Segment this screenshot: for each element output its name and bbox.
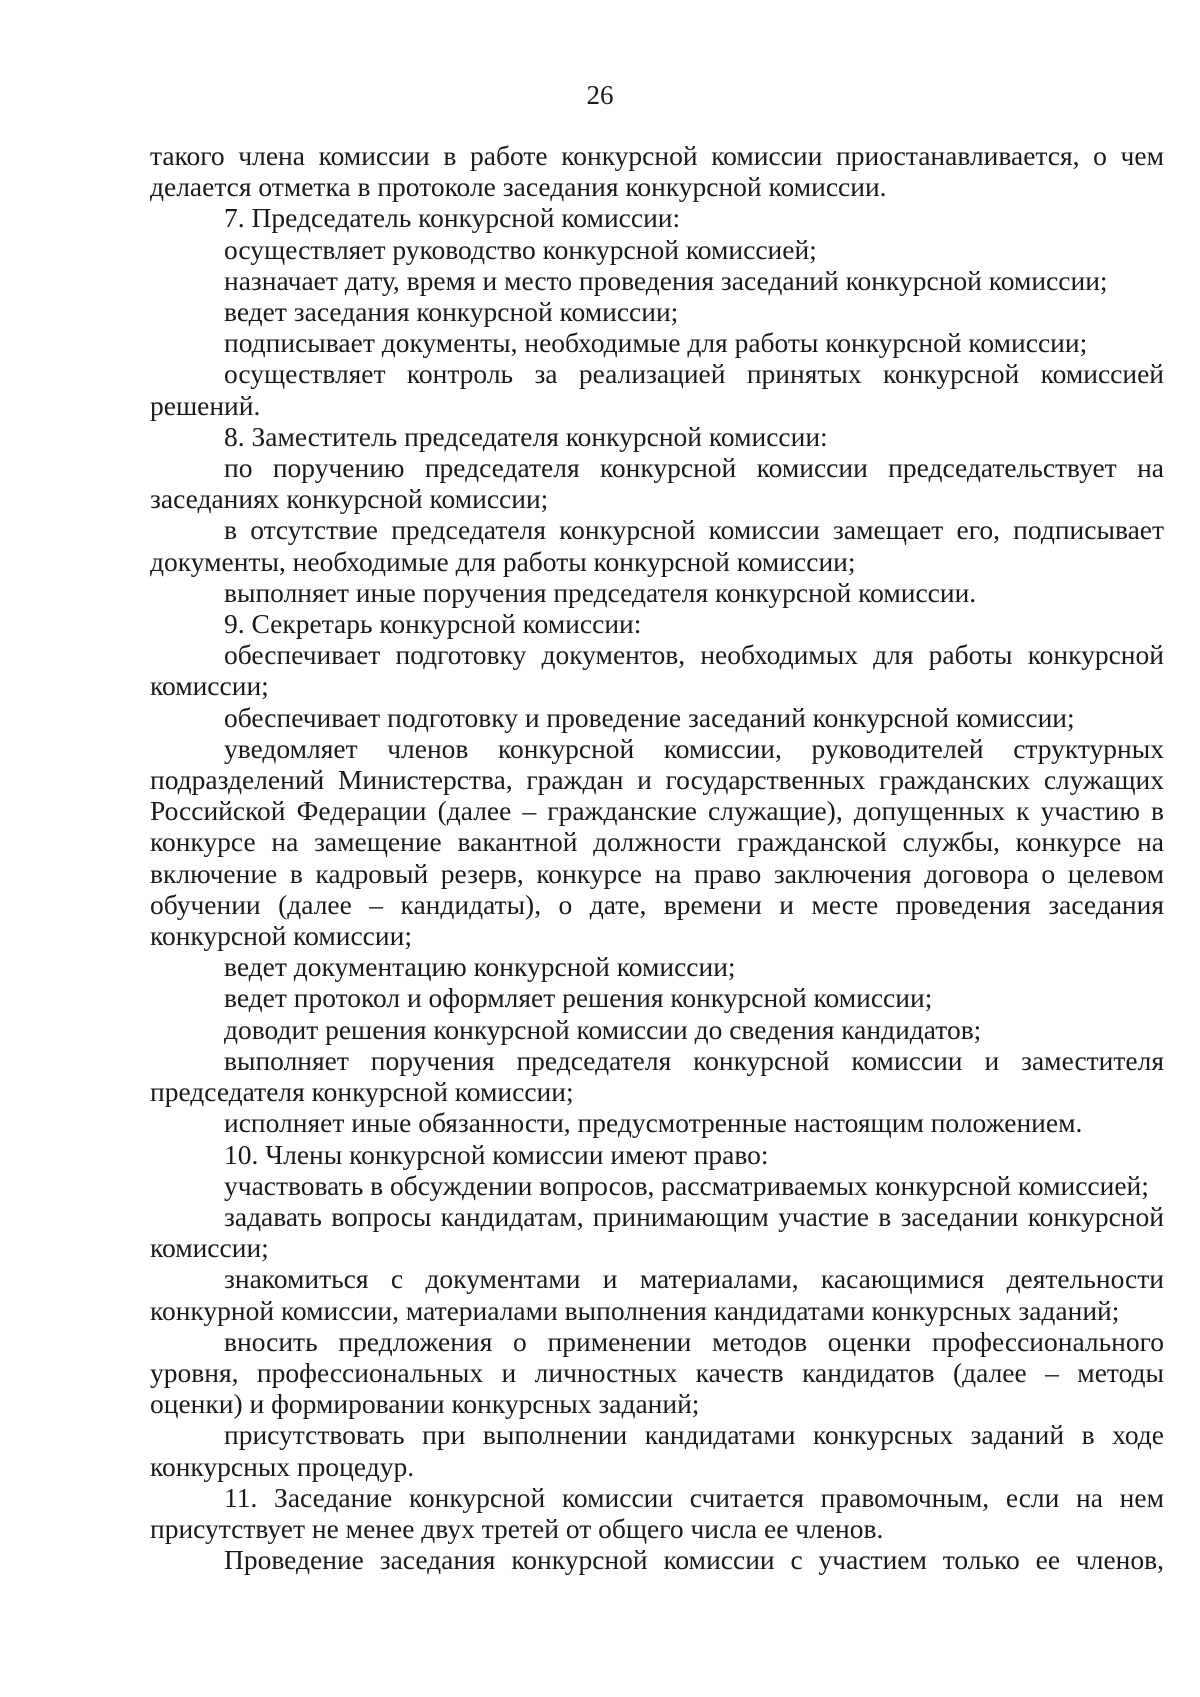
paragraph: Проведение заседания конкурсной комиссии с участием только ее членов, bbox=[224, 1544, 1164, 1576]
paragraph: исполняет иные обязанности, предусмотренные настоящим положением. bbox=[224, 1107, 1083, 1139]
paragraph: ведет протокол и оформляет решения конкурсной комиссии; bbox=[224, 982, 933, 1014]
paragraph: 7. Председатель конкурсной комиссии: bbox=[224, 202, 681, 234]
paragraph: уведомляет членов конкурсной комиссии, руководителей структурных подразделений Министерства, граждан и государственных гражданских служащих Российской Федерации (далее – гражданские служащие), допущенных к участию в конкурсе на замещение вакантной должности гражданской службы, конкурсе на включение в кадровый резерв, конкурсе на право заключения договора о целевом обучении (далее – кандидаты), о дате, времени и месте проведения заседания конкурсной комиссии; bbox=[150, 732, 1164, 952]
paragraph: задавать вопросы кандидатам, принимающим участие в заседании конкурсной комиссии; bbox=[150, 1200, 1164, 1264]
paragraph: ведет заседания конкурсной комиссии; bbox=[224, 296, 679, 328]
paragraph: вносить предложения о применении методов оценки профессионального уровня, профессиональных и личностных качеств кандидатов (далее – методы оценки) и формировании конкурсных заданий; bbox=[150, 1325, 1164, 1420]
paragraph: обеспечивает подготовку и проведение заседаний конкурсной комиссии; bbox=[224, 701, 1075, 733]
paragraph: 8. Заместитель председателя конкурсной комиссии: bbox=[224, 420, 828, 452]
paragraph: 10. Члены конкурсной комиссии имеют право: bbox=[224, 1138, 769, 1170]
paragraph: подписывает документы, необходимые для работы конкурсной комиссии; bbox=[224, 327, 1088, 359]
paragraph: 11. Заседание конкурсной комиссии считается правомочным, если на нем присутствует не менее двух третей от общего числа ее членов. bbox=[150, 1481, 1164, 1544]
paragraph: по поручению председателя конкурсной комиссии председательствует на заседаниях конкурсной комиссии; bbox=[150, 452, 1164, 515]
paragraph: 9. Секретарь конкурсной комиссии: bbox=[224, 608, 642, 640]
paragraph: доводит решения конкурсной комиссии до сведения кандидатов; bbox=[224, 1013, 982, 1045]
paragraph: назначает дату, время и место проведения заседаний конкурсной комиссии; bbox=[224, 264, 1108, 296]
paragraph: знакомиться с документами и материалами, касающимися деятельности конкурной комиссии, материалами выполнения кандидатами конкурсных заданий; bbox=[150, 1263, 1164, 1326]
paragraph: участвовать в обсуждении вопросов, рассматриваемых конкурсной комиссией; bbox=[224, 1169, 1149, 1201]
paragraph: осуществляет контроль за реализацией принятых конкурсной комиссией решений. bbox=[150, 358, 1164, 421]
paragraph: обеспечивает подготовку документов, необходимых для работы конкурсной комиссии; bbox=[150, 639, 1164, 702]
paragraph: присутствовать при выполнении кандидатами конкурсных заданий в ходе конкурсных процедур. bbox=[150, 1419, 1164, 1482]
paragraph: ведет документацию конкурсной комиссии; bbox=[224, 951, 736, 983]
paragraph: в отсутствие председателя конкурсной комиссии замещает его, подписывает документы, необходимые для работы конкурсной комиссии; bbox=[150, 514, 1164, 577]
page-number: 26 bbox=[586, 80, 614, 110]
paragraph: выполняет поручения председателя конкурсной комиссии и заместителя председателя конкурсной комиссии; bbox=[150, 1044, 1164, 1108]
paragraph: такого члена комиссии в работе конкурсной комиссии приостанавливается, о чем делается отметка в протоколе заседания конкурсной комиссии. bbox=[150, 140, 1164, 203]
document-body bbox=[150, 140, 1164, 1575]
paragraph: осуществляет руководство конкурсной комиссией; bbox=[224, 233, 817, 265]
paragraph: выполняет иные поручения председателя конкурсной комиссии. bbox=[224, 576, 977, 608]
